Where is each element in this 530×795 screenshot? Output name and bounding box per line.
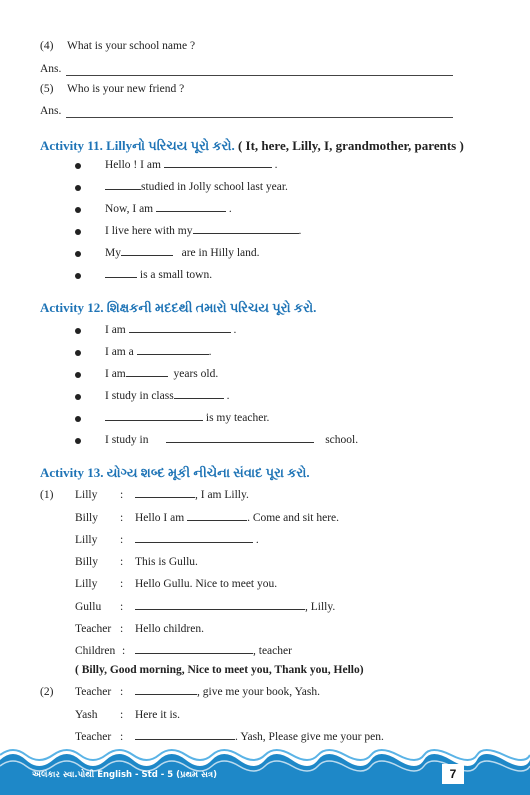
bullet-icon xyxy=(75,163,81,169)
colon: : xyxy=(120,623,124,635)
bullet-icon xyxy=(75,394,81,400)
blank-line[interactable] xyxy=(164,166,272,168)
speaker-name: Yash xyxy=(75,709,98,721)
bullet-icon xyxy=(75,185,81,191)
blank-line[interactable] xyxy=(129,331,231,333)
blank-line[interactable] xyxy=(135,608,305,610)
list-item xyxy=(105,346,211,358)
blank-line[interactable] xyxy=(135,738,235,740)
question-number: (5) xyxy=(40,83,54,95)
colon: : xyxy=(120,686,124,698)
dialog-line xyxy=(135,534,259,546)
item-text: school. xyxy=(325,434,359,446)
list-item xyxy=(105,324,236,336)
list-item xyxy=(105,225,301,237)
dialog-text: , I am Lilly. xyxy=(195,489,249,501)
blank-line[interactable] xyxy=(105,276,137,278)
item-text: I am a xyxy=(105,346,134,358)
bullet-icon xyxy=(75,229,81,235)
dialog-text: . Come and sit here. xyxy=(247,512,340,524)
dialog-text: , Lilly. xyxy=(305,601,336,613)
list-item xyxy=(105,390,229,402)
blank-line[interactable] xyxy=(137,353,209,355)
dialog-text: . xyxy=(255,534,259,546)
activity-11-heading xyxy=(40,138,464,154)
speaker-name: Billy xyxy=(75,512,99,524)
dialog-text: Here it is. xyxy=(135,709,181,721)
item-text: I am xyxy=(105,368,126,380)
list-item xyxy=(105,412,269,424)
item-text: Now, I am xyxy=(105,203,154,215)
list-item xyxy=(105,269,212,281)
item-text: I study in xyxy=(105,434,149,446)
blank-line[interactable] xyxy=(105,188,141,190)
blank-line[interactable] xyxy=(126,375,168,377)
blank-line[interactable] xyxy=(156,210,226,212)
speaker-name: Gullu xyxy=(75,601,102,613)
item-text: . xyxy=(298,225,302,237)
dialog-line xyxy=(135,512,339,524)
colon: : xyxy=(120,512,124,524)
item-text: years old. xyxy=(173,368,219,380)
item-text: studied in Jolly school last year. xyxy=(141,181,288,193)
dialog-text: This is Gullu. xyxy=(135,556,198,568)
activity-11-title: Activity 11. Lillyનો પરિચય પૂરો કરો. xyxy=(40,138,235,153)
item-text: is my teacher. xyxy=(205,412,270,424)
list-item xyxy=(105,159,278,171)
blank-line[interactable] xyxy=(187,519,247,521)
colon: : xyxy=(120,556,124,568)
answer-line[interactable] xyxy=(66,117,453,118)
item-text: I study in class xyxy=(105,390,174,402)
blank-line[interactable] xyxy=(193,232,299,234)
item-text: . xyxy=(208,346,212,358)
blank-line[interactable] xyxy=(121,254,173,256)
item-text: . xyxy=(274,159,278,171)
page-number: 7 xyxy=(442,764,464,784)
colon: : xyxy=(122,645,126,657)
item-text: Hello ! I am xyxy=(105,159,161,171)
dialog-1-word-bank: ( Billy, Good morning, Nice to meet you, Thank you, Hello) xyxy=(75,664,364,676)
list-item xyxy=(105,203,232,215)
blank-line[interactable] xyxy=(135,496,195,498)
list-item xyxy=(105,368,218,380)
colon: : xyxy=(120,489,124,501)
blank-line[interactable] xyxy=(166,441,314,443)
colon: : xyxy=(120,601,124,613)
item-text: My xyxy=(105,247,121,259)
speaker-name: Lilly xyxy=(75,578,98,590)
item-text: are in Hilly land. xyxy=(181,247,260,259)
dialog-text: , give me your book, Yash. xyxy=(197,686,320,698)
dialog-text: Hello I am xyxy=(135,512,185,524)
blank-line[interactable] xyxy=(105,419,203,421)
activity-13-heading: Activity 13. યોગ્ય શબ્દ મૂકી નીચેના સંવાદ પૂરા કરો. xyxy=(40,465,310,480)
bullet-icon xyxy=(75,372,81,378)
speaker-name: Lilly xyxy=(75,534,98,546)
answer-label: Ans. xyxy=(40,105,62,117)
answer-line[interactable] xyxy=(66,75,453,76)
colon: : xyxy=(120,534,124,546)
item-text: is a small town. xyxy=(139,269,213,281)
colon: : xyxy=(120,709,124,721)
colon: : xyxy=(120,731,124,743)
dialog-number: (1) xyxy=(40,489,54,501)
dialog-number: (2) xyxy=(40,686,54,698)
item-text: . xyxy=(233,324,237,336)
answer-label: Ans. xyxy=(40,63,62,75)
dialog-text: , teacher xyxy=(253,645,292,657)
colon: : xyxy=(120,578,124,590)
question-text: Who is your new friend ? xyxy=(67,83,185,95)
activity-12-heading: Activity 12. શિક્ષકની મદદથી તમારો પરિચય પૂરો કરો. xyxy=(40,300,317,315)
bullet-icon xyxy=(75,328,81,334)
dialog-line xyxy=(135,645,292,657)
bullet-icon xyxy=(75,273,81,279)
speaker-name: Teacher xyxy=(75,686,112,698)
item-text: I live here with my xyxy=(105,225,193,237)
bullet-icon xyxy=(75,251,81,257)
speaker-name: Lilly xyxy=(75,489,98,501)
speaker-name: Children xyxy=(75,645,116,657)
dialog-line xyxy=(135,686,320,698)
item-text: . xyxy=(228,203,232,215)
blank-line[interactable] xyxy=(135,693,197,695)
activity-11-word-bank: ( It, here, Lilly, I, grandmother, parents ) xyxy=(237,138,464,153)
item-text: I am xyxy=(105,324,126,336)
question-number: (4) xyxy=(40,40,54,52)
bullet-icon xyxy=(75,416,81,422)
dialog-line xyxy=(135,489,249,501)
blank-line[interactable] xyxy=(174,397,224,399)
blank-line[interactable] xyxy=(135,541,253,543)
list-item xyxy=(105,181,288,193)
bullet-icon xyxy=(75,350,81,356)
list-item xyxy=(105,247,260,259)
dialog-text: Hello Gullu. Nice to meet you. xyxy=(135,578,278,590)
question-text: What is your school name ? xyxy=(67,40,196,52)
item-text: . xyxy=(226,390,230,402)
speaker-name: Teacher xyxy=(75,731,112,743)
footer-book-title: અલંકાર સ્વા.પોથી English - Std - 5 (પ્રથમ સત્ર) xyxy=(32,770,217,780)
blank-line[interactable] xyxy=(135,652,253,654)
speaker-name: Billy xyxy=(75,556,99,568)
bullet-icon xyxy=(75,207,81,213)
dialog-line xyxy=(135,601,335,613)
list-item xyxy=(105,434,358,446)
speaker-name: Teacher xyxy=(75,623,112,635)
dialog-text: Hello children. xyxy=(135,623,204,635)
bullet-icon xyxy=(75,438,81,444)
dialog-text: . Yash, Please give me your pen. xyxy=(235,731,384,743)
